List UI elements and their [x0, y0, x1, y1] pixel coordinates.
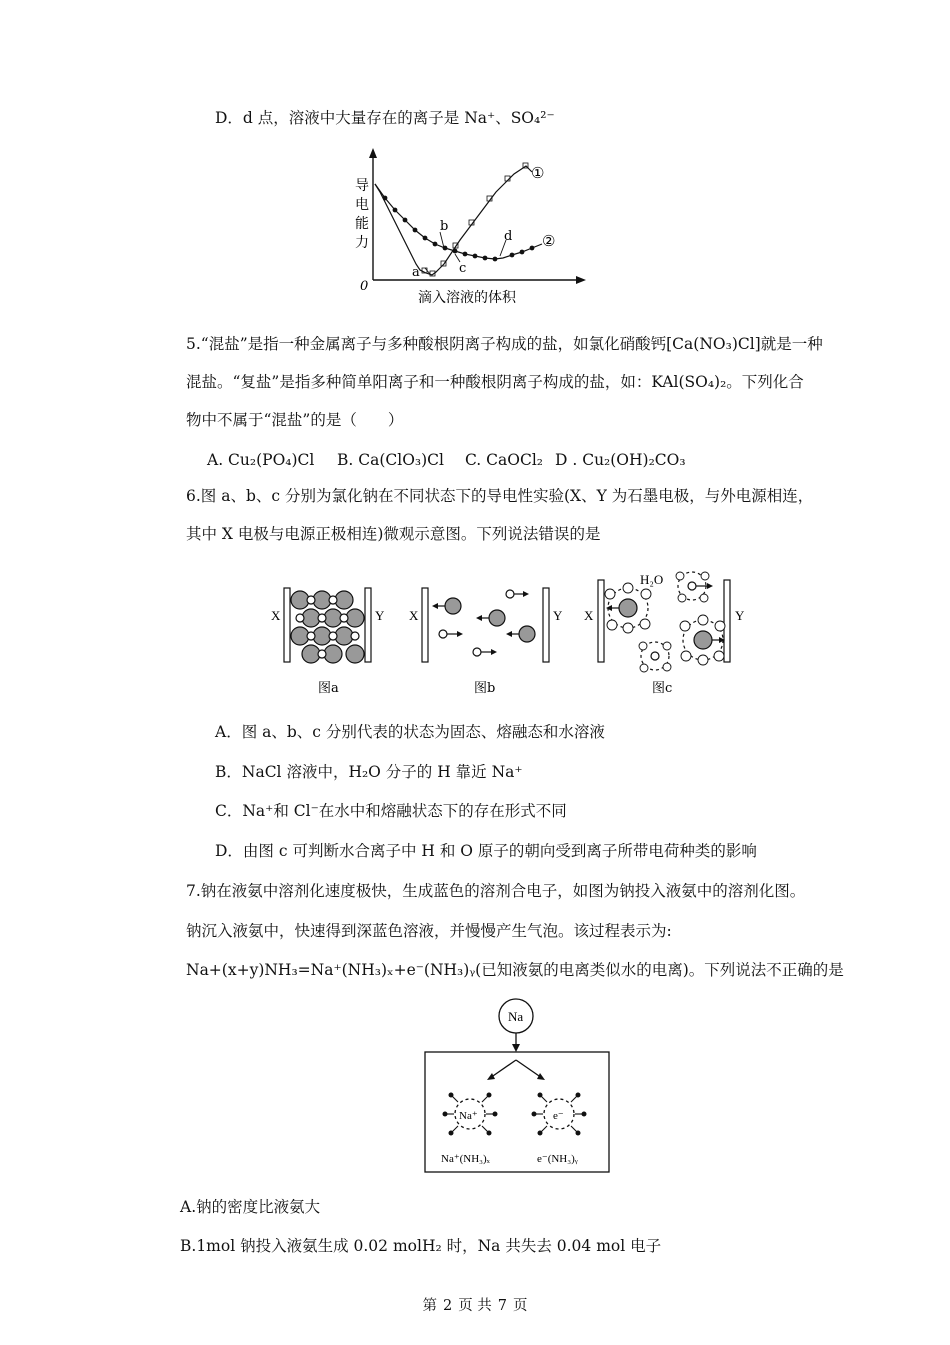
point-c-label: c	[459, 261, 467, 276]
footer-mid: 页 共	[458, 1298, 492, 1314]
q5-option-a: A. Cu₂(PO₄)Cl	[207, 451, 315, 469]
q6-option-c: C．Na⁺和 Cl⁻在水中和熔融状态下的存在形式不同	[215, 802, 567, 820]
q7-option-a: A.钠的密度比液氨大	[180, 1198, 321, 1216]
q7-option-b: B.1mol 钠投入液氨生成 0.02 molH₂ 时，Na 共失去 0.04 mol 电子	[180, 1237, 662, 1255]
xlabel: 滴入溶液的体积	[418, 290, 516, 306]
caption-b: 图b	[474, 681, 496, 696]
fig-a-x-label: X	[271, 608, 281, 623]
q7-line-3: Na+(x+y)NH₃=Na⁺(NH₃)ₓ+e⁻(NH₃)ᵧ(已知液氨的电离类似水的电离)。下列说法不正确的是	[186, 961, 844, 979]
ylabel-char-2: 电	[355, 197, 369, 213]
ylabel-char-3: 能	[355, 216, 369, 232]
point-b-label: b	[440, 219, 449, 234]
q6-option-d: D．由图 c 可判断水合离子中 H 和 O 原子的朝向受到离子所带电荷种类的影响	[215, 842, 757, 860]
ylabel-char-1: 导	[355, 178, 369, 194]
q6-option-b: B．NaCl 溶液中，H₂O 分子的 H 靠近 Na⁺	[215, 763, 523, 781]
fig-c-y-label: Y	[735, 608, 745, 623]
q6-line-2: 其中 X 电极与电源正极相连)微观示意图。下列说法错误的是	[186, 525, 601, 543]
page-footer	[0, 1294, 950, 1315]
q4-option-d: D．d 点，溶液中大量存在的离子是 Na⁺、SO₄²⁻	[215, 109, 555, 127]
fig-b-x-label: X	[409, 608, 419, 623]
e-nh3-label: e⁻(NH₃)ᵧ	[537, 1153, 578, 1165]
q5-option-d: D . Cu₂(OH)₂CO₃	[555, 451, 686, 469]
caption-c: 图c	[652, 681, 673, 696]
footer-total: 7	[497, 1298, 508, 1314]
q5-line-1: 5.“混盐”是指一种金属离子与多种酸根阴离子构成的盐，如氯化硝酸钙[Ca(NO₃)Cl]就是一种	[186, 335, 823, 353]
point-d-label: d	[504, 229, 513, 244]
fig-b-y-label: Y	[553, 608, 563, 623]
curve-1-label: ①	[531, 164, 545, 182]
na-label: Na	[508, 1009, 524, 1024]
q7-line-1: 7.钠在液氨中溶剂化速度极快，生成蓝色的溶剂合电子，如图为钠投入液氨中的溶剂化图。	[186, 882, 806, 900]
footer-suffix: 页	[513, 1298, 528, 1314]
footer-prefix: 第	[422, 1298, 437, 1314]
curve-2-label: ②	[542, 232, 556, 250]
footer-page: 2	[442, 1298, 453, 1314]
fig-c-x-label: X	[584, 608, 594, 623]
na-ion-label: Na⁺	[459, 1110, 478, 1122]
h2o-label: H₂O	[640, 572, 664, 587]
na-nh3-label: Na⁺(NH₃)ₓ	[441, 1153, 490, 1165]
q5-line-3: 物中不属于“混盐”的是（ ）	[186, 411, 404, 429]
origin-label: 0	[360, 279, 369, 294]
point-a-label: a	[412, 265, 420, 280]
q5-option-c: C. CaOCl₂	[465, 451, 543, 469]
q6-option-a: A．图 a、b、c 分别代表的状态为固态、熔融态和水溶液	[215, 723, 605, 741]
ylabel-char-4: 力	[355, 235, 369, 251]
q7-line-2: 钠沉入液氨中，快速得到深蓝色溶液，并慢慢产生气泡。该过程表示为:	[186, 922, 672, 940]
electron-label: e⁻	[553, 1110, 564, 1122]
caption-a: 图a	[318, 681, 339, 696]
fig-a-y-label: Y	[375, 608, 385, 623]
q5-line-2: 混盐。“复盐”是指多种简单阳离子和一种酸根阴离子构成的盐，如：KAl(SO₄)₂。下列化合	[186, 373, 804, 391]
q5-option-b: B. Ca(ClO₃)Cl	[337, 451, 444, 469]
q6-line-1: 6.图 a、b、c 分别为氯化钠在不同状态下的导电性实验(X、Y 为石墨电极，与外电源相连，	[186, 487, 814, 505]
